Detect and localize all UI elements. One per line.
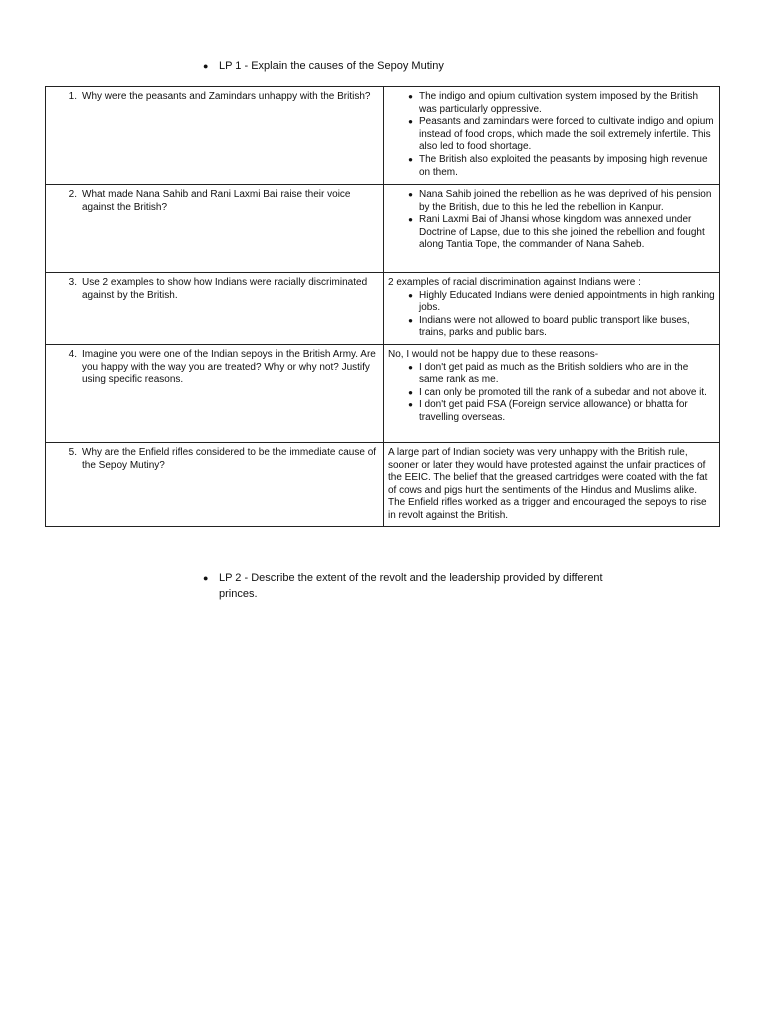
question-number: 5. bbox=[68, 447, 77, 458]
question-text: What made Nana Sahib and Rani Laxmi Bai raise their voice against the British? bbox=[82, 189, 351, 213]
bullet-icon: ● bbox=[408, 190, 413, 199]
question-cell bbox=[46, 443, 384, 527]
bullet-icon: ● bbox=[408, 92, 413, 101]
answer-cell bbox=[384, 87, 720, 185]
answer-item: ● The British also exploited the peasants by imposing high revenue on them. bbox=[388, 154, 715, 179]
bullet-icon: ● bbox=[408, 117, 413, 127]
lp2-heading bbox=[203, 570, 623, 602]
answer-intro: No, I would not be happy due to these reasons- bbox=[388, 349, 599, 360]
bullet-icon: ● bbox=[203, 61, 209, 71]
question-cell bbox=[46, 185, 384, 273]
question-text: Why were the peasants and Zamindars unhappy with the British? bbox=[82, 91, 371, 102]
answer-list bbox=[388, 290, 715, 340]
question-text: Use 2 examples to show how Indians were racially discriminated against by the British. bbox=[82, 277, 368, 301]
bullet-icon: ● bbox=[408, 154, 413, 164]
answer-cell bbox=[384, 443, 720, 527]
question-number: 3. bbox=[68, 277, 77, 288]
question-number: 2. bbox=[68, 189, 77, 200]
answer-item: ● I don't get paid FSA (Foreign service allowance) or bhatta for travelling overseas. bbox=[388, 399, 715, 424]
answer-list bbox=[388, 91, 715, 179]
bullet-icon: ● bbox=[408, 215, 413, 225]
bullet-icon: ● bbox=[408, 362, 413, 372]
table-row bbox=[46, 273, 720, 345]
question-number: 1. bbox=[68, 91, 77, 102]
answer-list bbox=[388, 362, 715, 425]
lp1-heading bbox=[203, 58, 623, 74]
answer-item: ● Indians were not allowed to board public transport like buses, trains, parks and public bars. bbox=[388, 315, 715, 340]
lp2-heading-text: LP 2 - Describe the extent of the revolt and the leadership provided by different princes. bbox=[219, 572, 603, 600]
answer-item: ● Nana Sahib joined the rebellion as he was deprived of his pension by the British, due to this he led the rebellion in Kanpur. bbox=[388, 189, 715, 214]
answer-cell bbox=[384, 273, 720, 345]
question-cell bbox=[46, 87, 384, 185]
question-cell bbox=[46, 345, 384, 443]
answer-item: ● I don't get paid as much as the British soldiers who are in the same rank as me. bbox=[388, 362, 715, 387]
table-row bbox=[46, 443, 720, 527]
answer-item: ● The indigo and opium cultivation system imposed by the British was particularly oppressive. bbox=[388, 91, 715, 116]
answer-intro: 2 examples of racial discrimination against Indians were : bbox=[388, 277, 641, 288]
question-cell bbox=[46, 273, 384, 345]
answer-list bbox=[388, 189, 715, 252]
table-row bbox=[46, 345, 720, 443]
answer-item: ● Highly Educated Indians were denied appointments in high ranking jobs. bbox=[388, 290, 715, 315]
answer-item: ● I can only be promoted till the rank of a subedar and not above it. bbox=[388, 387, 715, 400]
bullet-icon: ● bbox=[408, 315, 413, 325]
answer-paragraph: A large part of Indian society was very unhappy with the British rule, sooner or later they would have protested against the unfair practices of the EEIC. The belief that the greased cartridges were coated with the fat of cows and pigs hurt the sentiments of the Hindus and Muslims alike. The Enfield rifles worked as a trigger and encouraged the sepoys to rise in revolt against the British. bbox=[388, 447, 708, 521]
answer-item: ● Rani Laxmi Bai of Jhansi whose kingdom was annexed under Doctrine of Lapse, due to this she joined the rebellion and fought along Tantia Tope, the commander of Nana Saheb. bbox=[388, 214, 715, 252]
question-answer-table bbox=[45, 86, 720, 527]
answer-cell bbox=[384, 345, 720, 443]
lp1-heading-text: LP 1 - Explain the causes of the Sepoy Mutiny bbox=[219, 60, 444, 72]
answer-cell bbox=[384, 185, 720, 273]
bullet-icon: ● bbox=[408, 387, 413, 397]
bullet-icon: ● bbox=[203, 573, 209, 583]
question-text: Imagine you were one of the Indian sepoys in the British Army. Are you happy with the way you are treated? Why or why not? Justify using specific reasons. bbox=[82, 349, 376, 386]
question-text: Why are the Enfield rifles considered to be the immediate cause of the Sepoy Mutiny? bbox=[82, 447, 377, 471]
answer-item: ● Peasants and zamindars were forced to cultivate indigo and opium instead of food crops, which made the soil extremely infertile. This also led to food shortage. bbox=[388, 116, 715, 154]
bullet-icon: ● bbox=[408, 290, 413, 300]
table-row bbox=[46, 185, 720, 273]
table-row bbox=[46, 87, 720, 185]
question-number: 4. bbox=[68, 349, 77, 360]
bullet-icon: ● bbox=[408, 400, 413, 410]
